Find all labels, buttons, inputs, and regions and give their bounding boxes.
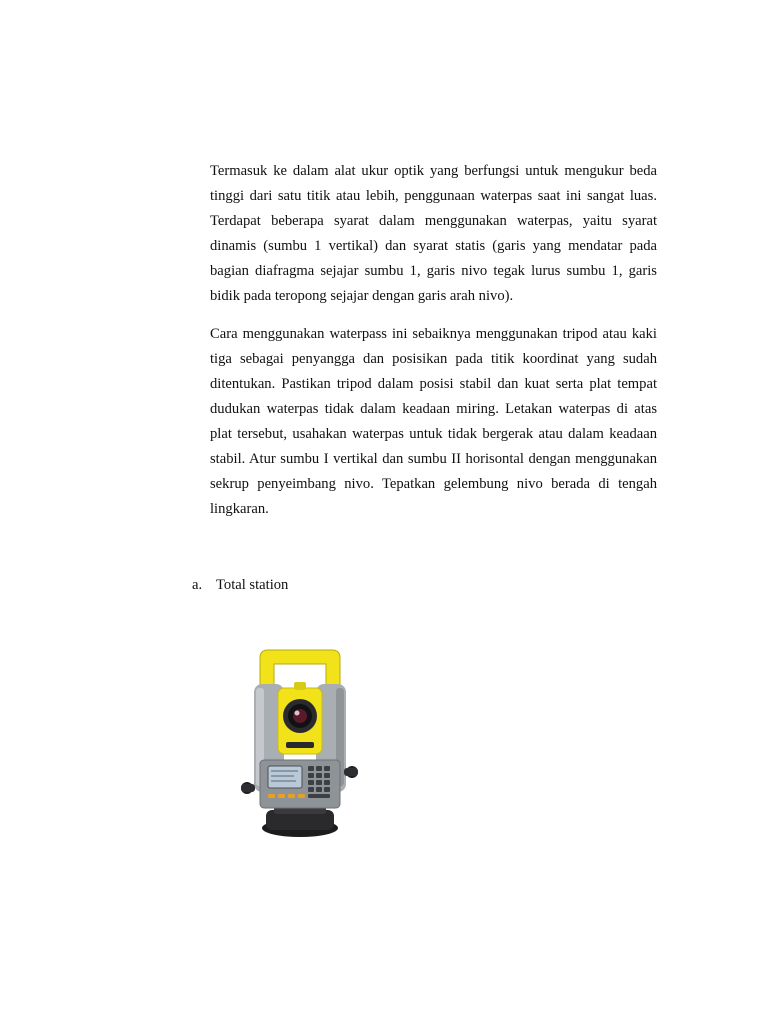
section-title: Total station xyxy=(216,577,289,593)
paragraph-waterpas-usage: Cara menggunakan waterpass ini sebaiknya menggunakan tripod atau kaki tiga sebagai penyangga dan posisikan pada titik koordinat yang sudah ditentukan. Pastikan tripod dalam posisi stabil dan kuat serta plat tempat dudukan waterpas tidak dalam keadaan miring. Letakan waterpas di atas plat tersebut, usahakan waterpas untuk tidak bergerak atau dalam keadaan stabil. Atur sumbu I vertikal dan sumbu II horisontal dengan menggunakan sekrup penyeimbang nivo. Tepatkan gelembung nivo berada di tengah lingkaran. xyxy=(210,326,657,517)
total-station-illustration xyxy=(238,648,362,838)
section-heading xyxy=(192,574,288,596)
list-marker: a. xyxy=(192,577,203,593)
paragraph-waterpas-definition: Termasuk ke dalam alat ukur optik yang berfungsi untuk mengukur beda tinggi dari satu titik atau lebih, penggunaan waterpas saat ini sangat luas. Terdapat beberapa syarat dalam menggunakan waterpas, yaitu syarat dinamis (sumbu 1 vertikal) dan syarat statis (garis yang mendatar pada bagian diafragma sejajar sumbu 1, garis nivo tegak lurus sumbu 1, garis bidik pada teropong sejajar dengan garis arah nivo). xyxy=(210,163,657,304)
total-station-image xyxy=(238,648,362,838)
